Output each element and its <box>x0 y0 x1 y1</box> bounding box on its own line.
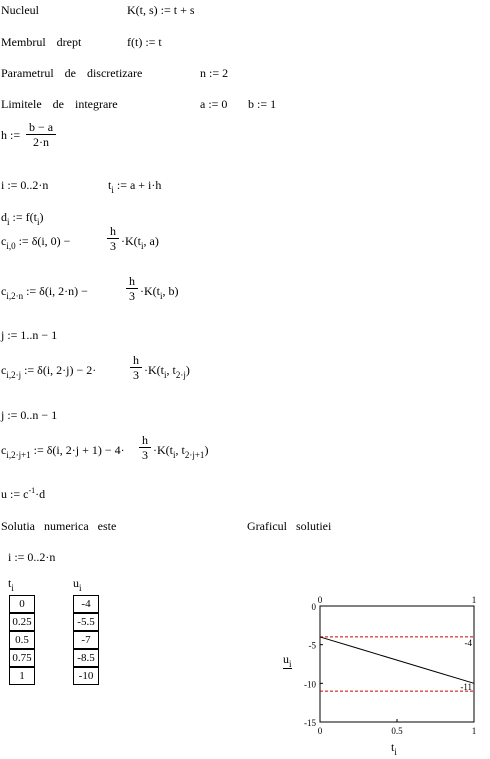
y-tick-label: -10 <box>304 679 316 690</box>
c2j1-fraction <box>139 434 151 462</box>
t-value-cell: 0.5 <box>9 631 35 649</box>
c2j1-post: ·K(t <box>153 443 173 457</box>
h-lhs: h := <box>1 128 21 142</box>
u-header-symbol: u <box>73 576 79 590</box>
nucleu-label: Nucleul <box>1 3 39 17</box>
y-tick-label: 0 <box>311 602 316 612</box>
c2j-fraction <box>130 354 142 382</box>
t-value-cell: 0 <box>9 595 35 613</box>
c2j-mid: , t <box>166 363 176 377</box>
h-denominator: 2·n <box>33 135 49 149</box>
c2j1-mid: , t <box>175 443 185 457</box>
u-column-header <box>73 576 82 593</box>
c2j-tail: ) <box>185 363 190 377</box>
c2j1-symbol: c <box>1 443 7 457</box>
c2j1-tail: ) <box>204 443 209 457</box>
c2n-pre: := δ(i, 2·n) − <box>26 284 88 298</box>
h-numerator: b − a <box>26 121 56 135</box>
c2n-subscript: i,2·n <box>6 291 24 301</box>
c2j-subscript: i,2·j <box>6 370 22 380</box>
c2j1-pre: := δ(i, 2·j + 1) − 4· <box>33 443 125 457</box>
t-header-symbol: t <box>8 576 12 590</box>
d-rhs-subscript: i <box>36 217 40 227</box>
t-value-cell: 0.75 <box>9 649 35 667</box>
top-tick-label: 1 <box>471 595 477 605</box>
c0-fraction <box>107 225 119 253</box>
u-value-cell: -7 <box>73 631 99 649</box>
c2n-post-subscript: i <box>160 291 163 301</box>
c2n-denominator: 3 <box>129 289 135 303</box>
c2n-tail: , b) <box>162 284 179 298</box>
u-value-cell: -5.5 <box>73 613 99 631</box>
t-header-subscript: i <box>11 583 14 593</box>
membru-label: Membrul drept <box>1 35 82 49</box>
c0-post-subscript: i <box>141 241 144 251</box>
u-superscript: -1 <box>28 486 36 495</box>
y-tick-label: -15 <box>304 718 316 728</box>
x-axis-label <box>391 740 397 757</box>
c2j1-subscript: i,2·j+1 <box>6 450 31 460</box>
range-i[interactable]: i := 0..2·n <box>1 178 49 192</box>
top-tick-label: 0 <box>317 595 323 605</box>
series-line <box>320 637 474 683</box>
c2n-fraction <box>126 275 138 303</box>
solution-chart[interactable] <box>280 596 480 756</box>
limite-label: Limitele de integrare <box>1 97 118 111</box>
d-rhs: := f(t <box>12 210 37 224</box>
right-marker-label: -11 <box>460 682 472 693</box>
c2j-mid-subscript: 2·j <box>175 370 186 380</box>
h-fraction <box>26 121 56 149</box>
c0-subscript: i,0 <box>6 241 16 251</box>
limite-b[interactable]: b := 1 <box>248 97 277 111</box>
t-symbol: t <box>108 178 112 192</box>
d-close: ) <box>39 210 44 224</box>
t-value-cell: 0.25 <box>9 613 35 631</box>
range-j0[interactable]: j := 0..n − 1 <box>1 408 58 422</box>
solutia-heading: Solutia numerica este <box>1 519 117 533</box>
y-axis-label <box>283 652 292 669</box>
x-axis-label-name: t <box>391 740 395 754</box>
t-column-header <box>8 576 14 593</box>
c2n-numerator: h <box>126 275 138 289</box>
c2j1-numerator: h <box>139 434 151 448</box>
c2j1-denominator: 3 <box>142 448 148 462</box>
x-tick-label: 0.5 <box>391 726 403 736</box>
t-definition[interactable] <box>108 178 162 195</box>
c2j1-mid-subscript: 2·j+1 <box>184 450 205 460</box>
u-value-cell: -4 <box>73 595 99 613</box>
u-definition[interactable] <box>1 487 45 501</box>
c0-tail: , a) <box>143 234 159 248</box>
d-definition[interactable] <box>1 210 44 227</box>
c2j-pre: := δ(i, 2·j) − 2· <box>24 363 97 377</box>
c2j-post: ·K(t <box>144 363 164 377</box>
param-expr[interactable]: n := 2 <box>200 66 229 80</box>
range-i-result[interactable]: i := 0..2·n <box>8 550 56 564</box>
c2j-symbol: c <box>1 363 7 377</box>
x-tick-label: 0 <box>317 726 323 736</box>
t-subscript: i <box>111 185 114 195</box>
u-header-subscript: i <box>79 583 82 593</box>
range-j1[interactable]: j := 1..n − 1 <box>1 328 58 342</box>
t-value-cell: 1 <box>9 667 35 685</box>
u-lhs: u := c <box>1 487 29 501</box>
param-label: Parametrul de discretizare <box>1 66 143 80</box>
y-axis-label-sub: i <box>289 659 292 669</box>
c2j1-post-subscript: i <box>173 450 176 460</box>
c2n-post: ·K(t <box>140 284 160 298</box>
d-subscript: i <box>7 217 10 227</box>
c0-symbol: c <box>1 234 7 248</box>
u-tail: ·d <box>35 487 46 501</box>
membru-expr[interactable]: f(t) := t <box>127 35 162 49</box>
right-marker-label: -4 <box>464 637 472 648</box>
c0-pre: := δ(i, 0) − <box>18 234 71 248</box>
plot-frame <box>320 606 474 722</box>
limite-a[interactable]: a := 0 <box>200 97 228 111</box>
y-tick-label: -5 <box>308 640 316 651</box>
c0-denominator: 3 <box>110 239 116 253</box>
d-symbol: d <box>1 210 7 224</box>
c2n-symbol: c <box>1 284 7 298</box>
y-axis-label-name: u <box>283 652 289 666</box>
c2j-post-subscript: i <box>164 370 167 380</box>
t-rhs: := a + i·h <box>116 178 162 192</box>
x-axis-label-sub: i <box>394 747 397 757</box>
graficul-heading: Graficul solutiei <box>247 519 332 533</box>
nucleu-expr[interactable]: K(t, s) := t + s <box>127 3 195 17</box>
c0-post: ·K(t <box>121 234 141 248</box>
u-value-cell: -10 <box>73 667 99 685</box>
c0-numerator: h <box>107 225 119 239</box>
c2j-denominator: 3 <box>133 368 139 382</box>
u-value-cell: -8.5 <box>73 649 99 667</box>
x-tick-label: 1 <box>471 726 477 736</box>
c2j-numerator: h <box>130 354 142 368</box>
